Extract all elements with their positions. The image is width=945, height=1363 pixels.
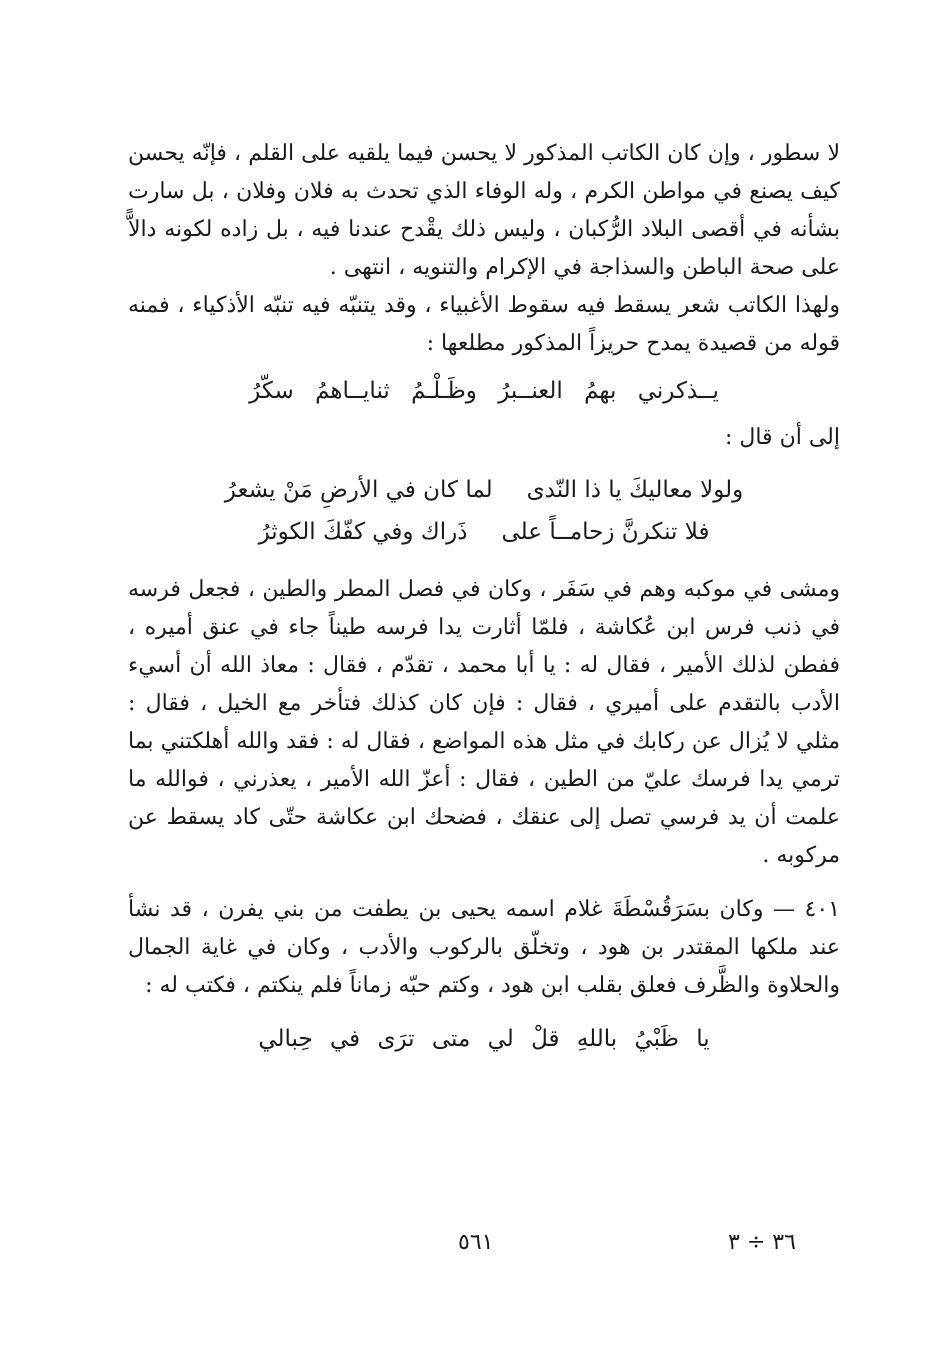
paragraph-2: ولهذا الكاتب شعر يسقط فيه سقوط الأغبياء ، وقد يتنبّه فيه تنبّه الأذكياء ، فمنه قوله من قصيدة يمدح حريزاً المذكور مطلعها : xyxy=(128,293,840,356)
paragraph-1: لا سطور ، وإن كان الكاتب المذكور لا يحسن فيما يلقيه على القلم ، فإنّه يحسن كيف يصنع في مواطن الكرم ، وله الوفاء الذي تحدث به فلان وفلان ، بل سارت بشأنه في أقصى البلاد الرُّكبان ، وليس ذلك يقْدح عندنا فيه ، بل زاده لكونه دالاًّ على صحة الباطن والسذاجة في الإكرام والتنويه ، انتهى . xyxy=(128,141,840,280)
verse-intro-line: إلى أن قال : xyxy=(724,425,840,450)
page-footer xyxy=(128,1230,840,1266)
verse-block xyxy=(128,469,840,553)
verse-1-second-hemistich: لما كان في الأرضِ مَنْ يشعرُ xyxy=(224,477,493,503)
verse-2-first-hemistich: فلا تنكرنَّ زحامــاً على xyxy=(501,519,710,545)
page-body xyxy=(128,135,840,1059)
paragraph-3: ومشى في موكبه وهم في سَفَر ، وكان في فصل المطر والطين ، فجعل فرسه في ذنب فرس ابن عُكاشة ، فلمّا أثارت يدا فرسه طيناً جاء في عنق أميره ، ففطن لذلك الأمير ، فقال له : يا أبا محمد ، تقدّم ، فقال : معاذ الله أن أسيء الأدب بالتقدم على أميري ، فقال : فإن كان كذلك فتأخر مع الخيل ، فقال : مثلي لا يُزال عن ركابك في مثل هذه المواضع ، فقال له : فقد والله أهلكتني بما ترمي يدا فرسك عليّ من الطين ، فقال : أعزّ الله الأمير ، يعذرني ، فوالله ما علمت أن يد فرسي تصل إلى عنقك ، فضحك ابن عكاشة حتّى كاد يسقط عن مركوبه . xyxy=(128,577,840,868)
page-number: ٥٦١ xyxy=(458,1230,494,1255)
verse-2-second-hemistich: ذَراك وفي كفّكَ الكوثرُ xyxy=(258,519,468,545)
paragraph-4: ٤٠١ — وكان بسَرَقُسْطَةَ غلام اسمه يحيى بن يطفت من بني يفرن ، قد نشأ عند ملكها المقتدر بن هود ، وتخلّق بالركوب والأدب ، وكان في غاية الجمال والحلاوة والظَّرف فعلق بقلب ابن هود ، وكتم حبّه زماناً فلم ينكتم ، فكتب له : xyxy=(128,897,840,998)
verse-line-1 xyxy=(128,469,840,511)
verse-opening: يــذكرني بهمُ العنــبرُ وظَـلْـمُ ثنايــاهمُ سكّرُ xyxy=(249,378,719,404)
verse-line-2 xyxy=(128,511,840,553)
verse-closing: يا ظَبْيُ باللهِ قلْ لي متى ترَى في حِبالي xyxy=(258,1026,710,1052)
verse-1-first-hemistich: ولولا معاليكَ يا ذا النّدى xyxy=(526,477,744,503)
printer-signature-mark: ٣٦ ÷ ٣ xyxy=(728,1230,796,1255)
